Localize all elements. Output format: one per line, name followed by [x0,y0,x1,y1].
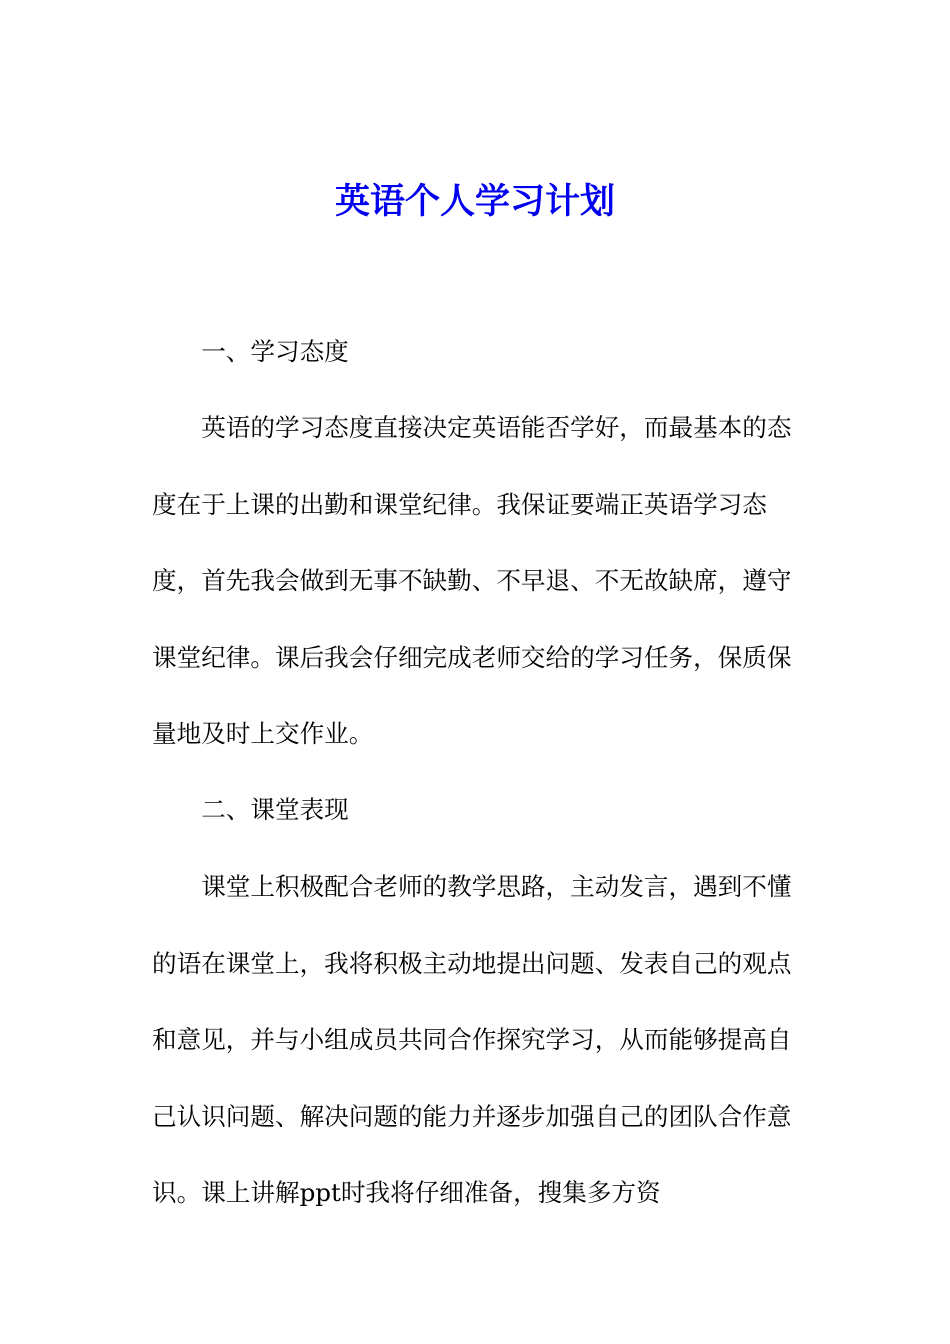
section-heading-classroom: 二、课堂表现 [201,795,349,824]
section-paragraph-classroom: 课堂上积极配合老师的教学思路，主动发言，遇到不懂的语在课堂上，我将积极主动地提出问题、发表自己的观点和意见，并与小组成员共同合作探究学习，从而能够提高自己认识问题、解决问题的能力并逐步加强自己的团队合作意识。课上讲解ppt时我将仔细准备，搜集多方资 [152,872,792,1207]
document-title: 英语个人学习计划 [334,181,615,222]
section-paragraph-attitude: 英语的学习态度直接决定英语能否学好，而最基本的态度在于上课的出勤和课堂纪律。我保证要端正英语学习态度，首先我会做到无事不缺勤、不早退、不无故缺席，遵守课堂纪律。课后我会仔细完成老师交给的学习任务，保质保量地及时上交作业。 [152,413,792,748]
section-heading-attitude: 一、学习态度 [201,337,349,366]
